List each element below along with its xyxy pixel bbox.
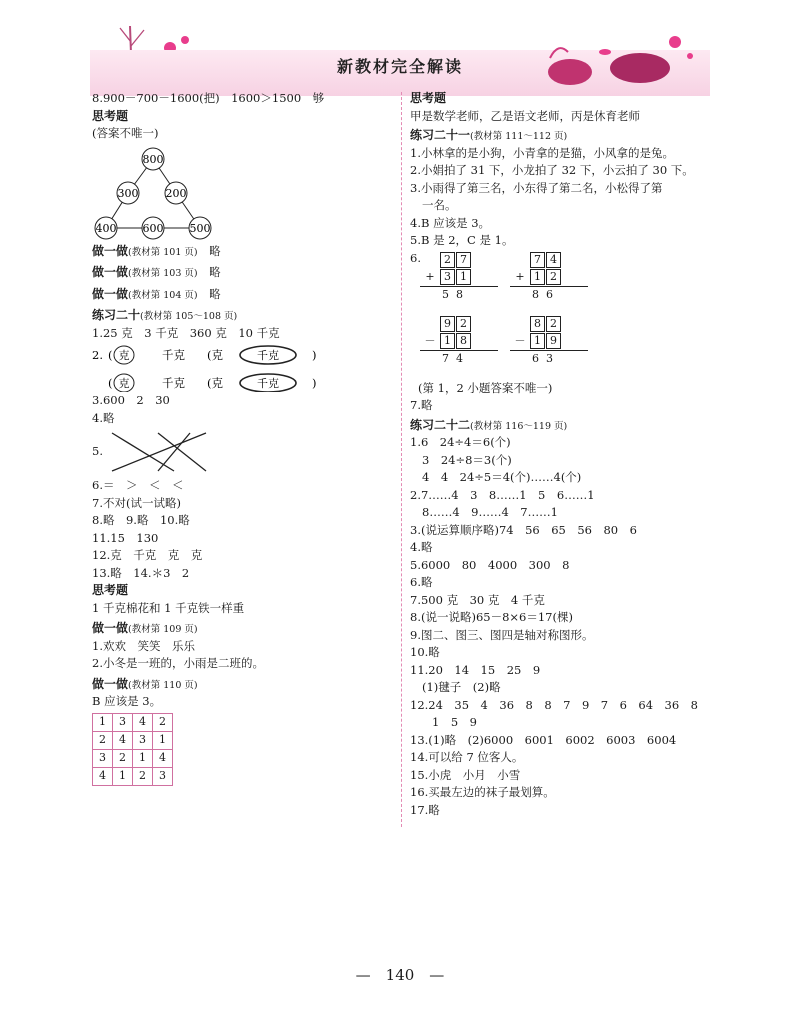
e21-7: 7.略 [410, 398, 433, 412]
grid-cell: 2 [133, 767, 153, 785]
vertical-calc: 7 4 + 1 2 8 6 [510, 252, 570, 304]
e20-4: 4.略 [92, 410, 115, 425]
column-divider [401, 92, 402, 827]
e22-7: 7.500 克 30 克 4 千克 [410, 592, 545, 607]
grid-cell: 2 [93, 731, 113, 749]
e20-13: 13.略 14.＊3 2 [92, 565, 190, 580]
e22-11a: 11.20 14 15 25 9 [410, 662, 541, 677]
svg-text:): ) [312, 348, 317, 362]
e22-17: 17.略 [410, 802, 440, 817]
think-heading-2: 思考题 [92, 583, 129, 597]
zy109-1: 1.欢欢 笑笑 乐乐 [92, 638, 195, 653]
e22-1b: 3 24÷8＝3(个) [422, 452, 512, 467]
svg-text:千克: 千克 [162, 348, 185, 362]
e22-5: 5.6000 80 4000 300 8 [410, 557, 570, 572]
e21-4: 4.B 应该是 3。 [410, 215, 491, 230]
e22-15: 15.小虎 小月 小雪 [410, 767, 521, 782]
e20-3: 3.600 2 30 [92, 393, 170, 407]
zy109-2: 2.小冬是一班的，小雨是二班的。 [92, 656, 264, 670]
right-column [410, 90, 730, 819]
e22-9: 9.图二、图三、图四是轴对称图形。 [410, 627, 594, 642]
node-value: 400 [95, 221, 117, 235]
matching-lines [110, 427, 210, 477]
e20-8: 8.略 9.略 10.略 [92, 513, 190, 527]
grid-cell: 3 [93, 749, 113, 767]
exercise-22-heading: 练习二十二(教材第 116～119 页) [410, 417, 568, 432]
zuoyizuo-110: 做一做(教材第 110 页) [92, 676, 198, 691]
e21-2: 2.小娟拍了 31 下，小龙拍了 32 下，小云拍了 30 下。 [410, 163, 694, 177]
answer-8: 8.900－700－1600(把) 1600＞1500 够 [92, 91, 325, 105]
e21-3a: 3.小雨得了第三名，小东得了第二名，小松得了第 [410, 180, 663, 195]
zy110-answer: B 应该是 3。 [92, 694, 162, 708]
grid-cell: 3 [153, 767, 173, 785]
think-answer-2: 1 千克棉花和 1 千克铁一样重 [92, 600, 245, 615]
e20-2-circles [92, 342, 332, 392]
e22-8: 8.(说一说略)65－8×6＝17(棵) [410, 610, 573, 624]
grid-cell: 1 [133, 749, 153, 767]
svg-text:(: ( [108, 348, 113, 362]
zuoyizuo-109: 做一做(教材第 109 页) [92, 621, 198, 635]
svg-text:克: 克 [118, 349, 130, 362]
svg-text:(克: (克 [207, 376, 223, 390]
exercise-20-heading: 练习二十(教材第 105～108 页) [92, 308, 238, 322]
svg-text:千克: 千克 [162, 376, 185, 390]
e22-12a: 12.24 35 4 36 8 8 7 9 7 6 64 36 8 [410, 697, 698, 712]
think-answer-3: 甲是数学老师，乙是语文老师，丙是休育老师 [410, 108, 640, 123]
grid-cell: 4 [93, 767, 113, 785]
e21-1: 1.小林拿的是小狗，小青拿的是猫，小风拿的是兔。 [410, 145, 674, 160]
exercise-21-heading: 练习二十一(教材第 111～112 页) [410, 128, 568, 142]
page-number: — 140 — [355, 966, 445, 984]
note: (答案不唯一) [92, 126, 159, 140]
svg-text:(克: (克 [207, 348, 223, 362]
zuoyizuo-104: 做一做(教材第 104 页) 略 [92, 286, 221, 301]
e22-11b: (1)毽子 (2)略 [422, 680, 501, 694]
grid-cell: 1 [93, 713, 113, 731]
e22-1a: 1.6 24÷4＝6(个) [410, 435, 511, 449]
node-value: 800 [142, 152, 164, 166]
e20-5: 5. [92, 427, 392, 477]
e22-2b: 8……4 9……4 7……1 [422, 505, 558, 519]
e21-3b: 一名。 [422, 198, 457, 212]
triangle-diagram [92, 145, 222, 241]
node-value: 300 [117, 186, 139, 200]
e20-11: 11.15 130 [92, 530, 159, 545]
vertical-calc: 2 7 + 3 1 5 8 [420, 252, 480, 304]
e20-12: 12.克 千克 克 克 [92, 548, 203, 562]
e21-6-note: (第 1，2 小题答案不唯一) [418, 380, 553, 395]
node-value: 600 [142, 221, 164, 235]
e22-1c: 4 4 24÷5＝4(个)……4(个) [422, 470, 582, 484]
e22-13: 13.(1)略 (2)6000 6001 6002 6003 6004 [410, 732, 677, 747]
grid-row [93, 749, 173, 767]
header-decoration-right [510, 22, 710, 88]
svg-text:): ) [312, 376, 317, 390]
think-heading-3: 思考题 [410, 91, 447, 105]
grid-cell: 4 [113, 731, 133, 749]
e22-16: 16.买最左边的袜子最划算。 [410, 785, 555, 799]
grid-row [93, 713, 173, 731]
svg-text:千克: 千克 [257, 377, 279, 390]
grid-cell: 4 [133, 713, 153, 731]
e22-10: 10.略 [410, 645, 440, 659]
e21-6: 6. 2 7 + 3 1 5 8 7 4 + 1 2 8 6 9 2 － 1 8 7 4 8 2 － 1 9 6 3 [410, 250, 730, 380]
grid-row [93, 767, 173, 785]
e22-12b: 1 5 9 [432, 715, 477, 729]
node-value: 500 [189, 221, 211, 235]
left-column [92, 90, 392, 786]
svg-text:克: 克 [118, 377, 130, 390]
e22-2a: 2.7……4 3 8……1 5 6……1 [410, 487, 595, 502]
e22-3: 3.(说运算顺序略)74 56 65 56 80 6 [410, 522, 637, 537]
grid-cell: 1 [153, 731, 173, 749]
grid-cell: 2 [113, 749, 133, 767]
svg-text:(: ( [108, 376, 113, 390]
svg-text:千克: 千克 [257, 349, 279, 362]
think-heading: 思考题 [92, 108, 129, 123]
e21-5: 5.B 是 2，C 是 1。 [410, 233, 514, 247]
grid-cell: 4 [153, 749, 173, 767]
vertical-calc: 8 2 － 1 9 6 3 [510, 316, 570, 368]
number-grid [92, 713, 173, 786]
grid-cell: 2 [153, 713, 173, 731]
header-title: 新教材完全解读 [336, 57, 463, 76]
grid-row [93, 731, 173, 749]
zuoyizuo-101: 做一做(教材第 101 页) 略 [92, 243, 221, 258]
svg-text:2.: 2. [92, 348, 103, 362]
e20-6: 6.＝ ＞ ＜ ＜ [92, 478, 184, 492]
page-header [90, 22, 710, 88]
e20-7: 7.不对(试一试略) [92, 495, 181, 510]
node-value: 200 [165, 186, 187, 200]
grid-cell: 1 [113, 767, 133, 785]
e22-6: 6.略 [410, 575, 433, 589]
e22-4: 4.略 [410, 540, 433, 554]
e20-1: 1.25 克 3 千克 360 克 10 千克 [92, 325, 280, 340]
grid-cell: 3 [113, 713, 133, 731]
grid-cell: 3 [133, 731, 153, 749]
zuoyizuo-103: 做一做(教材第 103 页) 略 [92, 265, 221, 279]
vertical-calc: 9 2 － 1 8 7 4 [420, 316, 480, 368]
e22-14: 14.可以给 7 位客人。 [410, 750, 524, 764]
